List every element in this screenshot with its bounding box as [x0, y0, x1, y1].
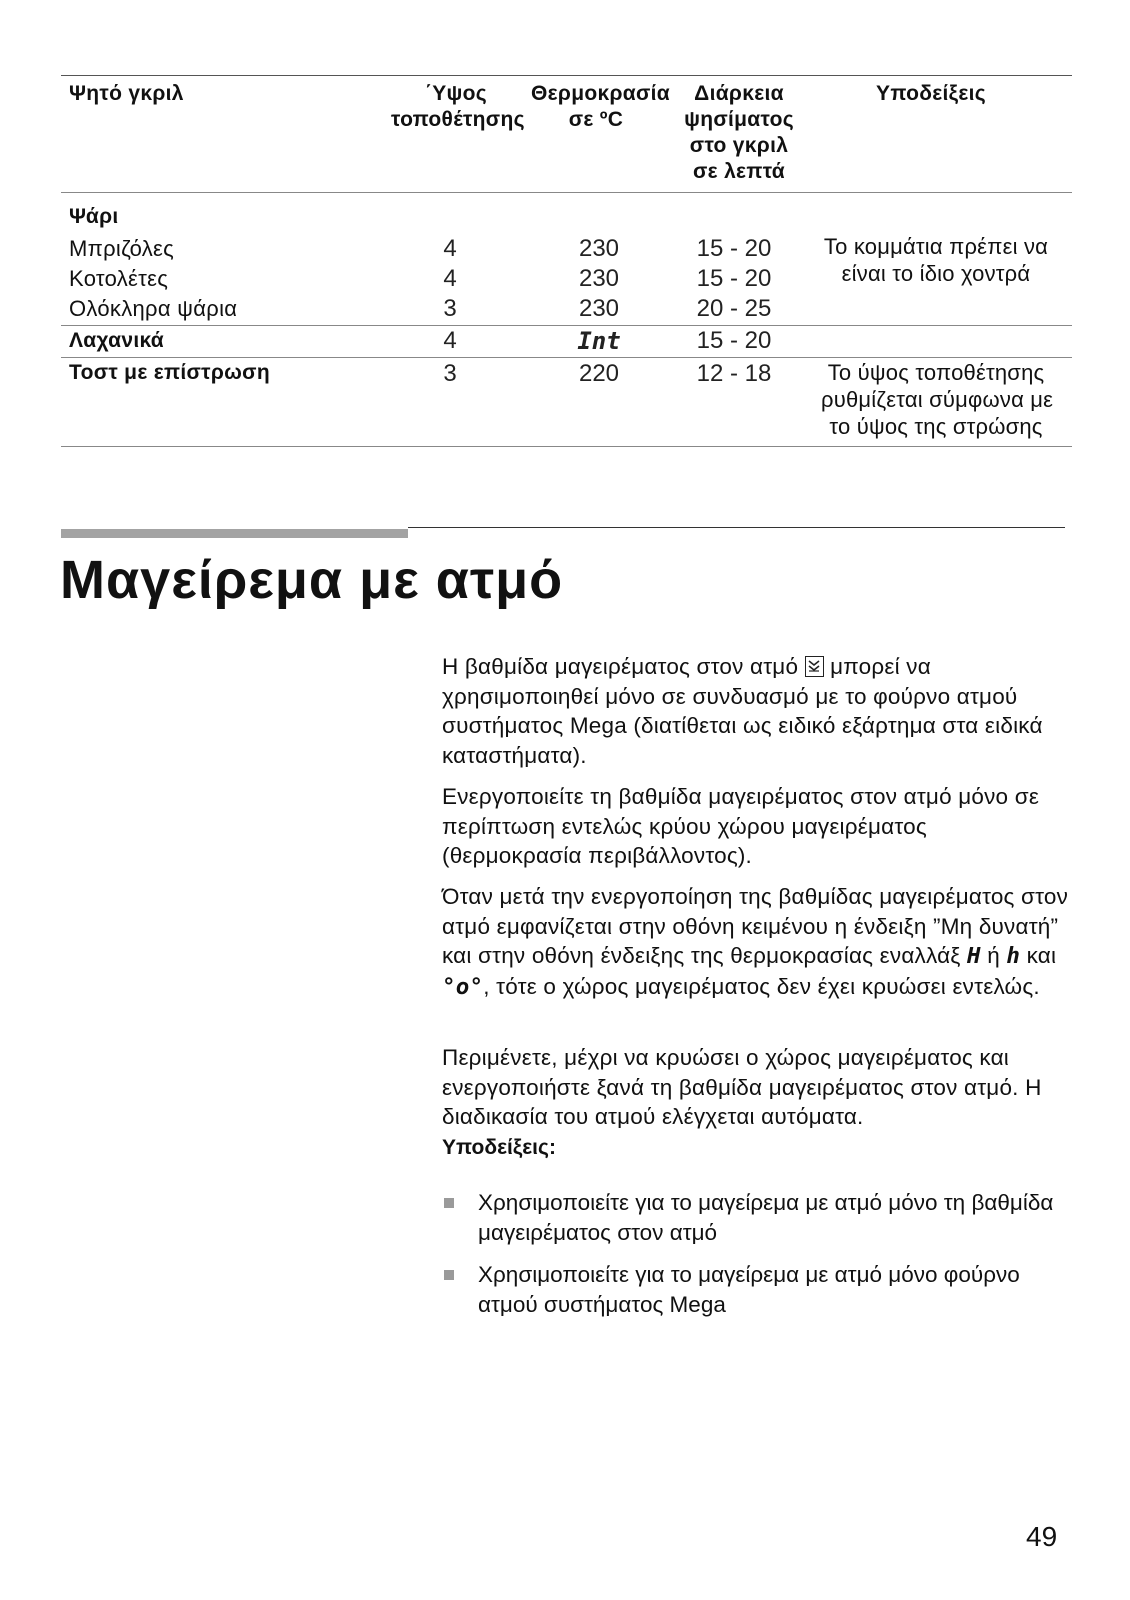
paragraph-4: Περιμένετε, μέχρι να κρυώσει ο χώρος μαγειρέματος και ενεργοποιήστε ξανά τη βαθμίδα μαγειρέματος στον ατμό. Η διαδικασία του ατμού ελέγχεται αυτόματα. [442, 1045, 1042, 1129]
row-temp: 220 [578, 360, 620, 387]
steam-level-icon [805, 656, 824, 677]
row-name: Τοστ με επίστρωση [69, 361, 270, 384]
header-rule [61, 192, 1072, 193]
row-temp-display: Int [577, 327, 621, 355]
paragraph-3: Όταν μετά την ενεργοποίηση της βαθμίδας μαγειρέματος στον ατμό εμφανίζεται στην οθόνη κειμένου η ένδειξη ”Μη δυνατή” και στην οθόνη ένδειξης της θερμοκρασίας εναλλάξ H ή h και °o°, τότε ο χώρος μαγειρέματος δεν έχει κρυώσει εντελώς. [442, 884, 1069, 1000]
note-toast: Το ύψος τοποθέτησης ρυθμίζεται σύμφωνα με το ύψος της στρώσης [821, 360, 1054, 439]
list-item: Χρησιμοποιείτε για το μαγείρεμα με ατμό μόνο φούρνο ατμού συστήματος Mega [442, 1260, 1072, 1320]
table-bottom-rule [61, 446, 1072, 447]
row-name: Μπριζόλες [69, 236, 175, 261]
header-duration: Διάρκεια ψησίματος στο γκριλ σε λεπτά [684, 82, 794, 183]
header-food: Ψητό γκριλ [69, 82, 184, 105]
bullet-square-icon [444, 1198, 454, 1208]
row-duration: 15 - 20 [696, 327, 772, 354]
paragraph-1: Η βαθμίδα μαγειρέματος στον ατμό μπορεί να χρησιμοποιηθεί μόνο σε συνδυασμό με το φούρνο ατμού συστήματος Mega (διατίθεται ως ειδικό εξάρτημα στα ειδικά καταστήματα). [442, 654, 1043, 768]
row-height: 4 [443, 235, 457, 262]
row-duration: 15 - 20 [696, 235, 772, 262]
paragraph-2: Ενεργοποιείτε τη βαθμίδα μαγειρέματος στον ατμό μόνο σε περίπτωση εντελώς κρύου χώρου μαγειρέματος (θερμοκρασία περιβάλλοντος). [442, 784, 1040, 868]
row-duration: 20 - 25 [696, 295, 772, 322]
display-degree-symbols: °o° [442, 973, 484, 1000]
row-duration: 15 - 20 [696, 265, 772, 292]
row-temp: 230 [578, 295, 620, 322]
list-item: Χρησιμοποιείτε για το μαγείρεμα με ατμό μόνο τη βαθμίδα μαγειρέματος στον ατμό [442, 1188, 1072, 1248]
table-top-rule [61, 75, 1072, 76]
section-title: Μαγείρεμα με ατμό [60, 550, 564, 610]
row-temp: 230 [578, 265, 620, 292]
section-rule [408, 527, 1065, 528]
row-height: 3 [443, 295, 457, 322]
row-name: Κοτολέτες [69, 266, 169, 291]
row-temp: 230 [578, 235, 620, 262]
header-notes: Υποδείξεις [876, 82, 986, 105]
display-h-upper: H [967, 943, 981, 969]
bullet-square-icon [444, 1270, 454, 1280]
section-bar [61, 529, 408, 538]
row-name: Ολόκληρα ψάρια [69, 296, 238, 321]
page-number: 49 [1026, 1521, 1058, 1552]
row-height: 4 [443, 265, 457, 292]
row-duration: 12 - 18 [696, 360, 772, 387]
display-h-lower: h [1006, 943, 1021, 969]
note-fish: Το κομμάτια πρέπει να είναι το ίδιο χοντρά [823, 234, 1049, 286]
header-temp: Θερμοκρασία σε ºC [531, 82, 670, 131]
notes-heading: Υποδείξεις: [442, 1136, 556, 1159]
group-fish: Ψάρι [69, 205, 119, 228]
row-name: Λαχανικά [69, 329, 164, 352]
row-height: 3 [443, 360, 457, 387]
row-height: 4 [443, 327, 457, 354]
header-height: ΄Υψος τοποθέτησης [391, 82, 525, 131]
